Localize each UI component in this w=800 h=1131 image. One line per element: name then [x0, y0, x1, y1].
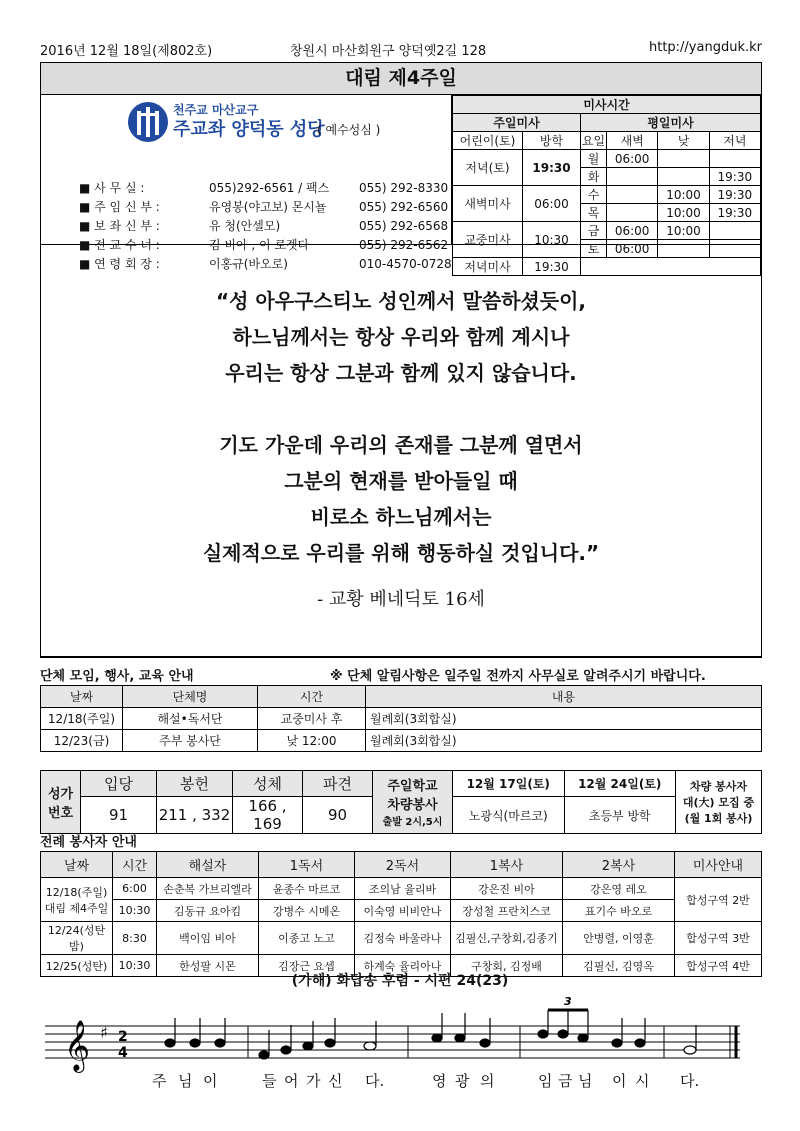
quote-section — [41, 245, 761, 657]
table-row: 10:30 김동규 요아킴 강병수 시메온 이숙영 비비안나 장성철 프란치스코 표기수 바오로 — [41, 900, 762, 922]
diocese-name: 천주교 마산교구 — [173, 103, 259, 117]
page-title: 대림 제4주일 — [41, 63, 761, 95]
table-row: 12/18(주일) 대림 제4주일 6:00 손춘복 가브리엘라 윤종수 마르코 조의남 율리바 강은진 비아 강은영 레오 합성구역 2반 — [41, 878, 762, 900]
website-link[interactable]: http://yangduk.kr — [648, 40, 762, 55]
table-row: 12/18(주일) 해설•독서단 교중미사 후 월례회(3회합실) — [41, 708, 762, 730]
staff-row: ■ 주 임 신 부 : 유영봉(야고보) 몬시뇰 055) 292-6560 — [79, 200, 449, 214]
events-heading: 단체 모임, 행사, 교육 안내 — [40, 669, 194, 684]
psalm-title: (가해) 화답송 후렴 - 시편 24(23) — [291, 973, 509, 989]
quote-text: “성 아우구스티노 성인께서 말씀하셨듯이, 하느님께서는 항상 우리와 함께 계시나 우리는 항상 그분과 함께 있지 않습니다. 기도 가운데 우리의 존재를 그분께 열면서 그분의 현재를 받아들일 때 비로소 하느님께서는 실제적으로 우리를 위해 행동하실 것입니다.” — [202, 289, 600, 565]
events-notice: ※ 단체 알림사항은 일주일 전까지 사무실로 알려주시기 바랍니다. — [330, 669, 706, 684]
triplet-mark: 3 — [564, 995, 572, 1008]
church-logo-icon — [127, 101, 169, 143]
staff-row: ■ 사 무 실 : 055)292-6561 / 팩스 055) 292-8330 — [79, 181, 449, 195]
servers-table: 날짜 시간 해설자 1독서 2독서 1복사 2복사 미사안내 12/18(주일) 대림 제4주일 6:00 손춘복 가브리엘라 윤종수 마르코 조의남 율리바 강은진 비아 강은영 레오 합성구역 2반 10:30 김동규 요아킴 강병수 시메온 이숙영 비비안나 장성철 프란치스코 표기수 바오로 12/24(성탄밤) 8:30 백이임 비아 이종고 노고 김정숙 바울라나 김필신,구창회,김종기 안병렬, 이영훈 합성구역 3반 12/25(성탄) 10:30 한성팔 시몬 김장근 요셉 하계숙 율리아나 구창회, 김정배 김필신, 김영옥 합성구역 4반 — [40, 851, 762, 977]
time-signature-top: 2 — [118, 1029, 128, 1045]
time-signature-bottom: 4 — [118, 1045, 128, 1061]
church-patron: ( 예수성심 ) — [317, 123, 381, 137]
bulletin-frame — [40, 62, 762, 658]
header — [41, 95, 761, 274]
quote-source: - 교황 베네딕토 16세 — [317, 589, 485, 610]
table-row: 12/24(성탄밤) 8:30 백이임 비아 이종고 노고 김정숙 바울라나 김필신,구창회,김종기 안병렬, 이영훈 합성구역 3반 — [41, 922, 762, 955]
table-row: 12/25(성탄) 10:30 한성팔 시몬 김장근 요셉 하계숙 율리아나 구창회, 김정배 김필신, 김영옥 합성구역 4반 — [41, 955, 762, 977]
address: 창원시 마산회원구 양덕옛2길 128 — [290, 44, 487, 59]
staff-row: ■ 전 교 수 녀 : 김 비아 , 이 로젯다 055) 292-6562 — [79, 238, 449, 252]
staff-row: ■ 보 좌 신 부 : 유 청(안셀모) 055) 292-6568 — [79, 219, 449, 233]
church-name: 주교좌 양덕동 성당 — [173, 119, 325, 140]
mass-title: 미사시간 — [453, 96, 761, 114]
events-table: 날짜 단체명 시간 내용 12/18(주일) 해설•독서단 교중미사 후 월례회(3회합실) 12/23(금) 주부 봉사단 낮 12:00 월례회(3회합실) — [40, 685, 762, 752]
mass-schedule — [451, 95, 761, 274]
top-bar — [40, 38, 762, 60]
servers-heading: 전례 봉사자 안내 — [40, 835, 137, 850]
sharp-icon: ♯ — [100, 1023, 108, 1042]
mass-table: 미사시간 주일미사 평일미사 어린이(토) 방학 요일 새벽 낮 저녁 저녁(토) 19:30 월 06:00 화 19:30 새벽미사 06:00 수 10:00 19:30 목 10:00 19:30 교중미사 10:30 금 06:00 10:00 토 06:00 저녁미사 19:30 — [452, 95, 761, 276]
staff-row: ■ 연 령 회 장 : 이홍규(바오로) 010-4570-0728 — [79, 257, 452, 271]
psalm-score — [40, 990, 762, 1100]
table-row: 12/23(금) 주부 봉사단 낮 12:00 월례회(3회합실) — [41, 730, 762, 752]
treble-clef-icon: 𝄞 — [64, 1020, 91, 1071]
church-info — [41, 95, 452, 271]
issue-date: 2016년 12월 18일(제802호) — [40, 44, 213, 59]
hymn-table: 성가 번호 입당 봉헌 성체 파견 주일학교 차량봉사 출발 2시,5시 12월 17일(토) 12월 24일(토) 차량 봉사자 대(大) 모집 중 (월 1회 봉사) 91 211 , 332 166 , 169 90 노광식(마르코) 초등부 방학 — [40, 770, 762, 834]
